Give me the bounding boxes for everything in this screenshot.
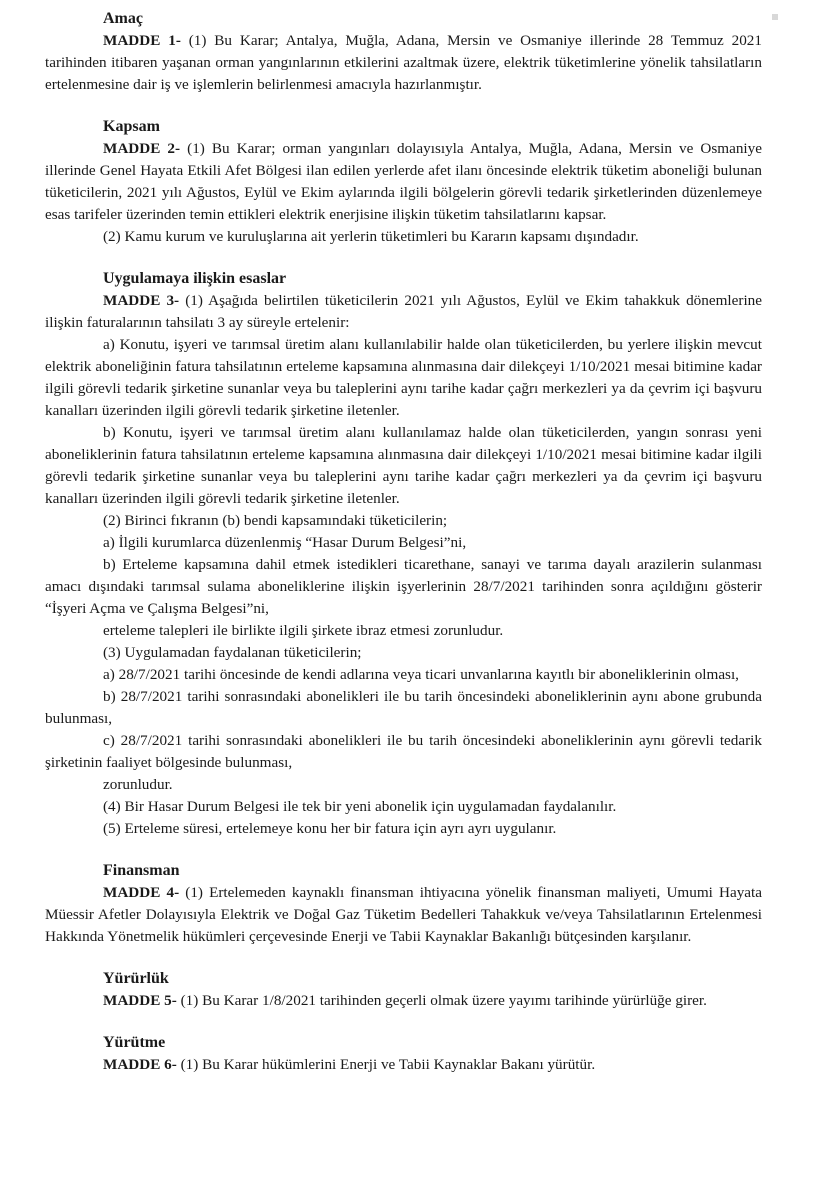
article-paragraph bbox=[45, 990, 762, 1012]
article-label: MADDE 1- bbox=[103, 32, 181, 49]
section-gap bbox=[45, 96, 762, 116]
paragraph-text: a) 28/7/2021 tarihi öncesinde de kendi adlarına veya ticari unvanlarına kayıtlı bir aboneliklerinin olması, bbox=[103, 666, 739, 683]
article-paragraph bbox=[45, 1054, 762, 1076]
paragraph bbox=[45, 642, 762, 664]
paragraph-text: (5) Erteleme süresi, ertelemeye konu her bir fatura için ayrı ayrı uygulanır. bbox=[103, 820, 557, 837]
paragraph bbox=[45, 796, 762, 818]
article-paragraph bbox=[45, 138, 762, 226]
paragraph bbox=[45, 226, 762, 248]
section-heading: Kapsam bbox=[103, 118, 160, 135]
paragraph bbox=[45, 510, 762, 532]
section-gap bbox=[45, 840, 762, 860]
paragraph-text: erteleme talepleri ile birlikte ilgili şirkete ibraz etmesi zorunludur. bbox=[103, 622, 504, 639]
article-label: MADDE 4- bbox=[103, 884, 180, 901]
section bbox=[45, 268, 762, 840]
article-label: MADDE 5- bbox=[103, 992, 177, 1009]
paragraph bbox=[45, 818, 762, 840]
section bbox=[45, 860, 762, 948]
paragraph-text: (1) Bu Karar; Antalya, Muğla, Adana, Mersin ve Osmaniye illerinde 28 Temmuz 2021 tarihinden itibaren yaşanan orman yangınlarının etkilerini azaltmak üzere, elektrik tüketimlerine yönelik tahsilatların ertelenmesine dair iş ve işlemlerin belirlenmesi amacıyla hazırlanmıştır. bbox=[45, 32, 762, 93]
section bbox=[45, 968, 762, 1012]
article-label: MADDE 2- bbox=[103, 140, 181, 157]
article-label: MADDE 6- bbox=[103, 1056, 177, 1073]
article-paragraph bbox=[45, 882, 762, 948]
paragraph-text: (3) Uygulamadan faydalanan tüketicilerin; bbox=[103, 644, 362, 661]
paragraph-text: c) 28/7/2021 tarihi sonrasındaki abonelikleri ile bu tarih öncesindeki aboneliklerinin aynı görevli tedarik şirketinin faaliyet bölgesinde bulunması, bbox=[45, 732, 762, 771]
section-heading: Yürürlük bbox=[103, 970, 169, 987]
paragraph bbox=[45, 620, 762, 642]
paragraph-text: (4) Bir Hasar Durum Belgesi ile tek bir yeni abonelik için uygulamadan faydalanılır. bbox=[103, 798, 617, 815]
paragraph-text: (1) Bu Karar hükümlerini Enerji ve Tabii Kaynaklar Bakanı yürütür. bbox=[176, 1056, 596, 1073]
paragraph bbox=[45, 664, 762, 686]
paragraph-text: a) İlgili kurumlarca düzenlenmiş “Hasar Durum Belgesi”ni, bbox=[103, 534, 467, 551]
article-label: MADDE 3- bbox=[103, 292, 180, 309]
paragraph-text: (1) Ertelemeden kaynaklı finansman ihtiyacına yönelik finansman maliyeti, Umumi Hayata Müessir Afetler Dolayısıyla Elektrik ve Doğal Gaz Tüketim Bedelleri Tahakkuk ve/veya Tahsilatlarının Ertelenmesi Hakkında Yönetmelik hükümleri çerçevesinde Enerji ve Tabii Kaynaklar Bakanlığı bütçesinden karşılanır. bbox=[45, 884, 762, 945]
article-paragraph bbox=[45, 30, 762, 96]
section-gap bbox=[45, 248, 762, 268]
paragraph-text: (1) Bu Karar; orman yangınları dolayısıyla Antalya, Muğla, Adana, Mersin ve Osmaniye illerinde Genel Hayata Etkili Afet Bölgesi ilan edilen yerlerde afet ilanı öncesinde elektrik tüketim aboneliği bulunan tüketicilerin, 2021 yılı Ağustos, Eylül ve Ekim aylarında ilgili bölgelerin görevli tedarik şirketlerinden düzenlemeye esas tarifeler üzerinden temin ettikleri elektrik enerjisine ilişkin tüketim tahsilatlarını kapsar. bbox=[45, 140, 762, 223]
paragraph bbox=[45, 554, 762, 620]
paragraph bbox=[45, 730, 762, 774]
paragraph-text: a) Konutu, işyeri ve tarımsal üretim alanı kullanılabilir halde olan tüketicilerden, bu yerlere ilişkin mevcut elektrik aboneliğinin fatura tahsilatının erteleme kapsamına alınmasına dair dilekçeyi 1/10/2021 mesai bitimine kadar ilgili görevli tedarik şirketine sunanlar veya bu taleplerini aynı tarihe kadar çağrı merkezleri ya da çevrim içi başvuru kanalları üzerinden ilgili görevli tedarik şirketine iletenler. bbox=[45, 336, 762, 419]
section bbox=[45, 8, 762, 96]
paragraph bbox=[45, 686, 762, 730]
paragraph-text: (2) Kamu kurum ve kuruluşlarına ait yerlerin tüketimleri bu Kararın kapsamı dışındadır. bbox=[103, 228, 639, 245]
article-paragraph bbox=[45, 290, 762, 334]
paragraph-text: zorunludur. bbox=[103, 776, 173, 793]
paragraph-text: b) Erteleme kapsamına dahil etmek istedikleri ticarethane, sanayi ve tarıma dayalı arazilerin sulanması amacı dışındaki tarımsal sulama aboneliklerine ilişkin işyerlerinin 28/7/2021 tarihinden sonra açıldığını gösterir “İşyeri Açma ve Çalışma Belgesi”ni, bbox=[45, 556, 762, 617]
section bbox=[45, 116, 762, 248]
section-heading: Finansman bbox=[103, 862, 180, 879]
section-heading: Amaç bbox=[103, 10, 143, 27]
section-gap bbox=[45, 948, 762, 968]
paragraph bbox=[45, 422, 762, 510]
paragraph-text: b) 28/7/2021 tarihi sonrasındaki abonelikleri ile bu tarih öncesindeki aboneliklerinin aynı abone grubunda bulunması, bbox=[45, 688, 762, 727]
section bbox=[45, 1032, 762, 1076]
document-body bbox=[45, 8, 762, 1076]
paragraph-text: (1) Aşağıda belirtilen tüketicilerin 2021 yılı Ağustos, Eylül ve Ekim tahakkuk dönemlerine ilişkin faturalarının tahsilatı 3 ay süreyle ertelenir: bbox=[45, 292, 762, 331]
paragraph bbox=[45, 334, 762, 422]
scan-mark bbox=[772, 14, 778, 20]
paragraph-text: (2) Birinci fıkranın (b) bendi kapsamındaki tüketicilerin; bbox=[103, 512, 448, 529]
paragraph bbox=[45, 532, 762, 554]
paragraph bbox=[45, 774, 762, 796]
section-gap bbox=[45, 1012, 762, 1032]
section-heading: Yürütme bbox=[103, 1034, 166, 1051]
section-heading: Uygulamaya ilişkin esaslar bbox=[103, 270, 287, 287]
paragraph-text: b) Konutu, işyeri ve tarımsal üretim alanı kullanılamaz halde olan tüketicilerden, yangın sonrası yeni aboneliklerinin fatura tahsilatının erteleme kapsamına alınmasına dair dilekçeyi 1/10/2021 mesai bitimine kadar ilgili görevli tedarik şirketine sunanlar veya bu taleplerini aynı tarihe kadar çağrı merkezleri ya da çevrim içi başvuru kanalları üzerinden ilgili görevli tedarik şirketine iletenler. bbox=[45, 424, 762, 507]
paragraph-text: (1) Bu Karar 1/8/2021 tarihinden geçerli olmak üzere yayımı tarihinde yürürlüğe girer. bbox=[176, 992, 707, 1009]
